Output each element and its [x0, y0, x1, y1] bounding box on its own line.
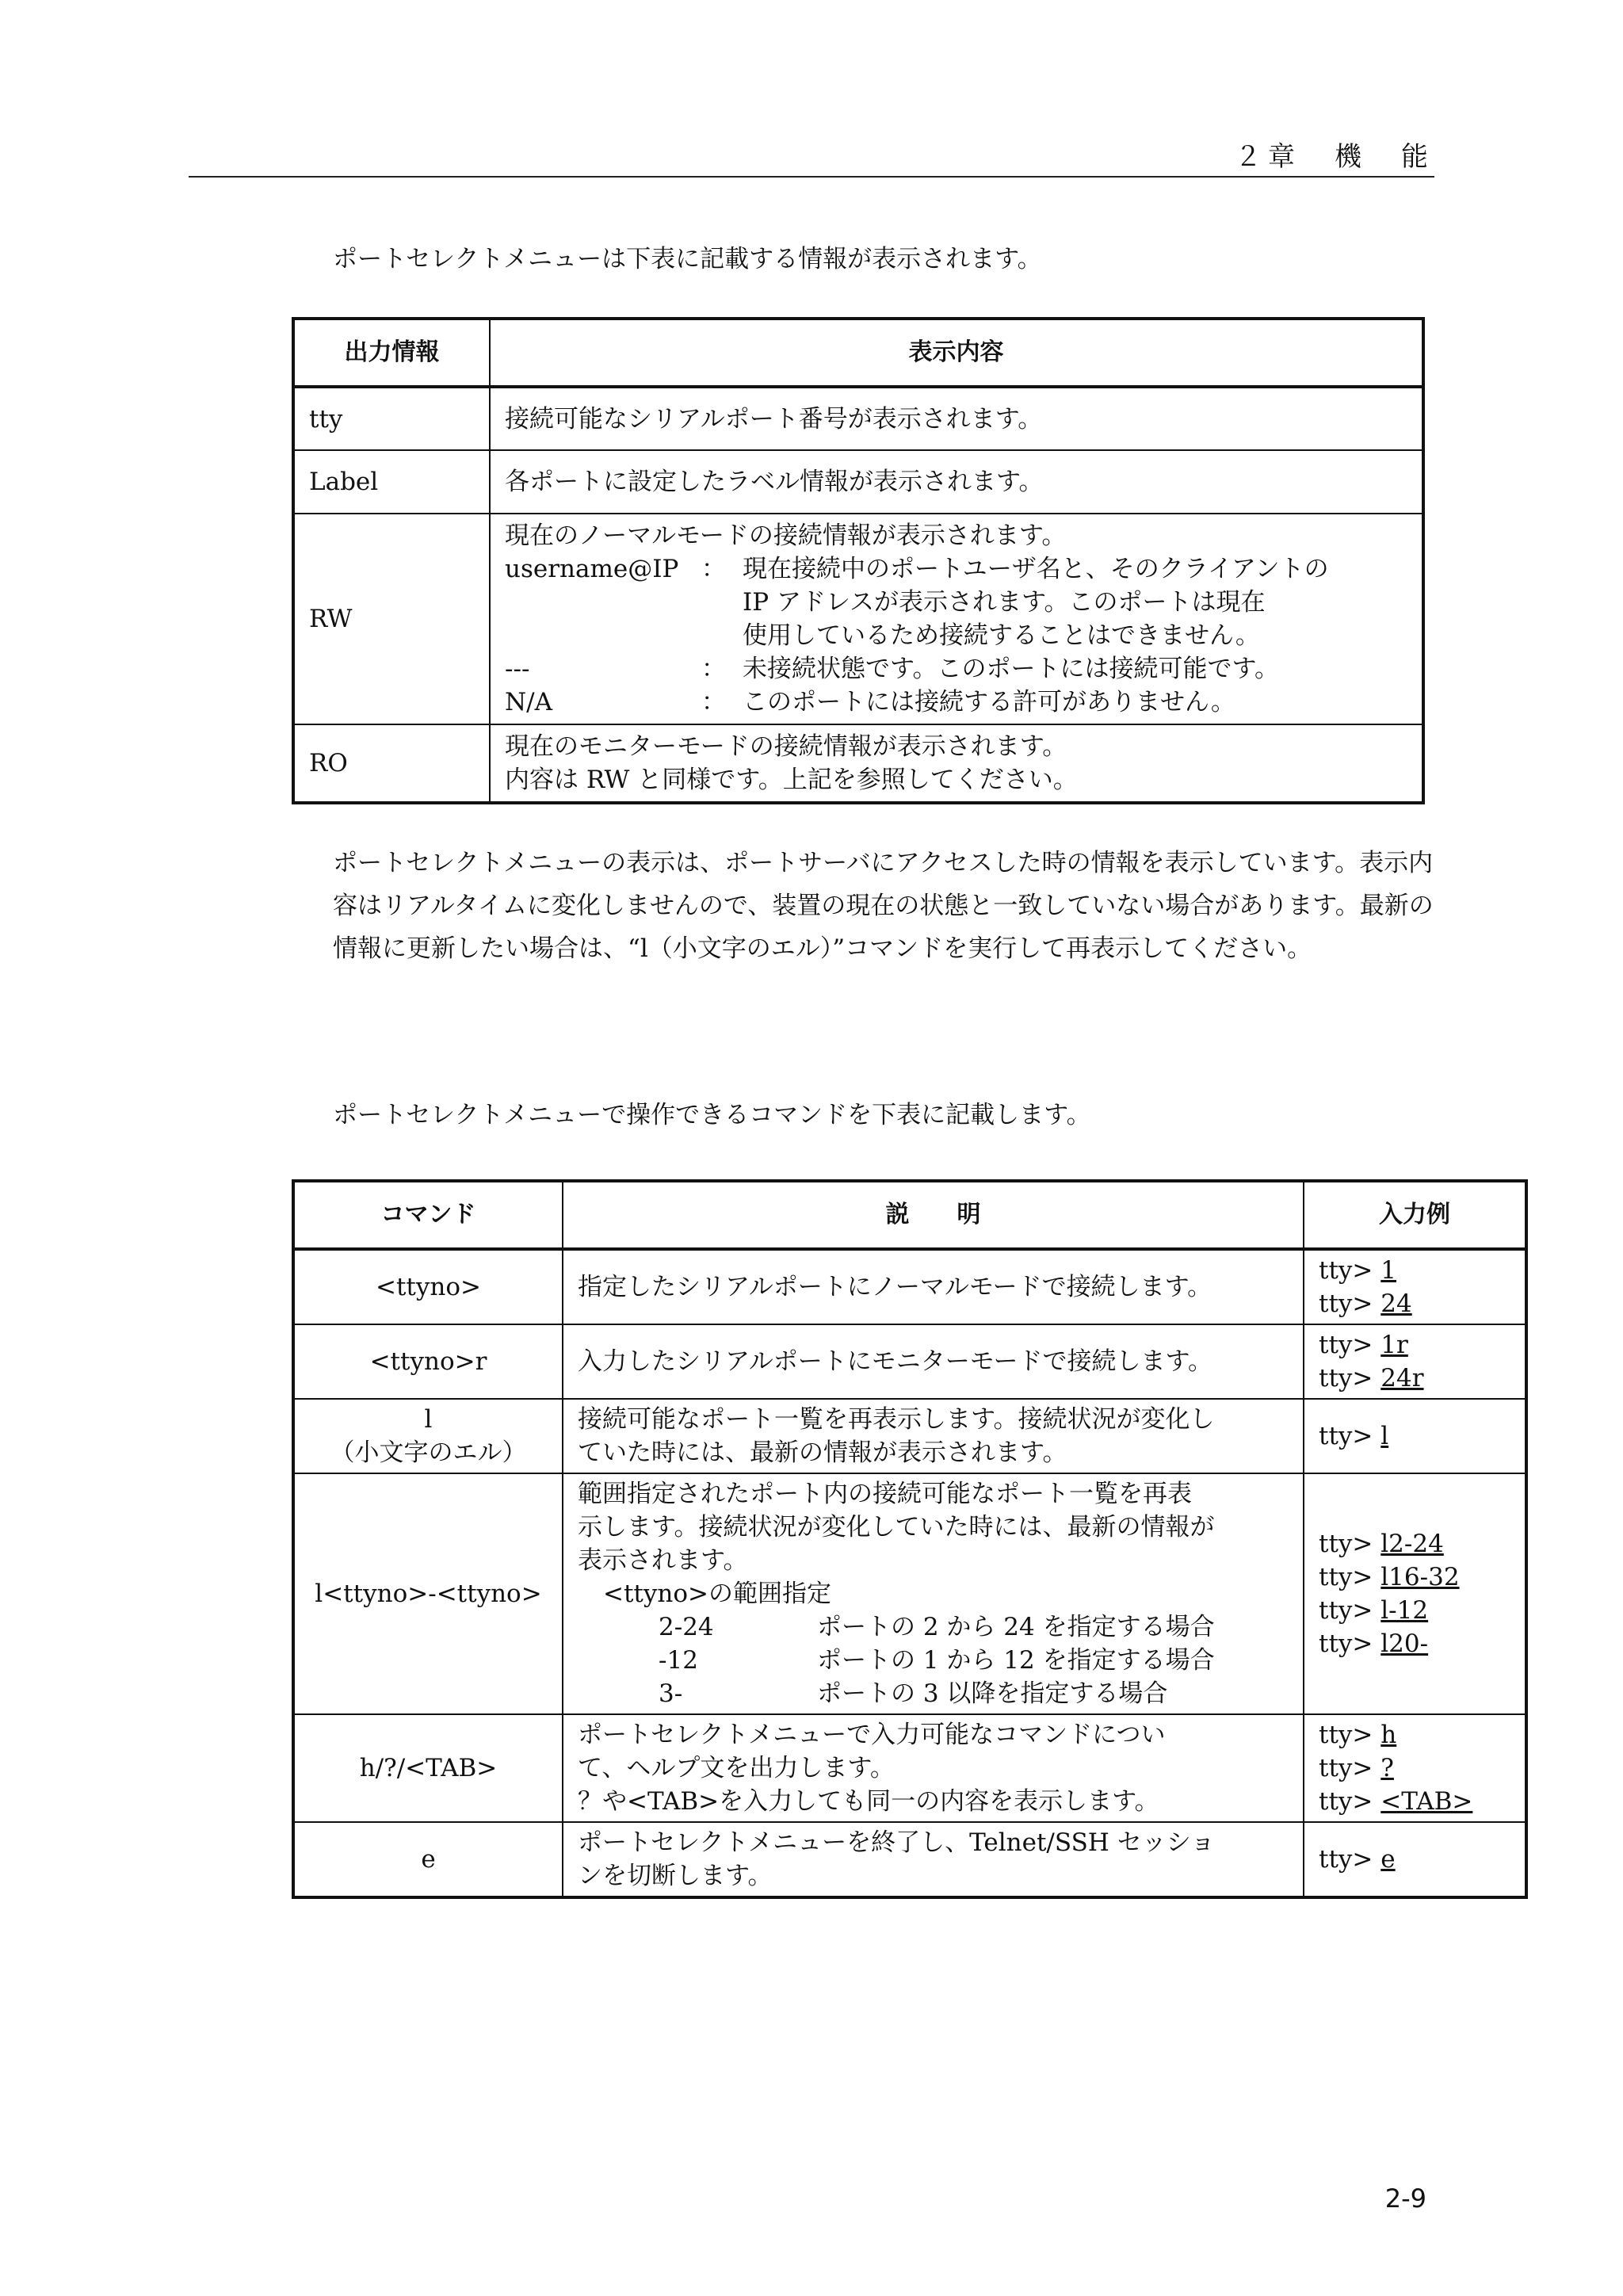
rw-sep: ：	[701, 655, 726, 683]
example-input: l-12	[1381, 1596, 1429, 1625]
example-cell: tty> h tty> ? tty> <TAB>	[1304, 1714, 1526, 1822]
example-input: l20-	[1381, 1629, 1429, 1658]
output-info-table	[292, 317, 1425, 804]
table-row	[293, 1473, 1526, 1714]
command-cell: l （小文字のエル）	[293, 1399, 563, 1473]
row-label: RO	[293, 724, 490, 803]
intro-paragraph-1: ポートセレクトメニューは下表に記載する情報が表示されます。	[333, 245, 1042, 273]
example-input: 1	[1381, 1256, 1396, 1285]
description-cell: 入力したシリアルポートにモニターモードで接続します。	[563, 1324, 1304, 1399]
command-cell: l<ttyno>-<ttyno>	[293, 1473, 563, 1714]
header-rule	[189, 176, 1434, 178]
description-cell: ポートセレクトメニューで入力可能なコマンドについ て、ヘルプ文を出力します。 ？や<TAB>を入力しても同一の内容を表示します。	[563, 1714, 1304, 1822]
column-header-example: 入力例	[1304, 1181, 1526, 1249]
table-row-ro	[293, 724, 1423, 803]
table-header-row	[293, 1181, 1526, 1249]
example-input: h	[1381, 1721, 1397, 1749]
table-row-label	[293, 450, 1423, 514]
example-input: 1r	[1381, 1331, 1408, 1359]
example-input: 24	[1381, 1289, 1412, 1318]
rw-text: 現在接続中のポートユーザ名と、そのクライアントの	[743, 555, 1329, 583]
table-row	[293, 1714, 1526, 1822]
description-cell: 接続可能なポート一覧を再表示します。接続状況が変化し ていた時には、最新の情報が表示されます。	[563, 1399, 1304, 1473]
example-cell: tty> l	[1304, 1399, 1526, 1473]
example-input: l	[1381, 1422, 1389, 1450]
row-text	[490, 724, 1423, 803]
rw-sep: ：	[701, 688, 726, 716]
row-text: 各ポートに設定したラベル情報が表示されます。	[490, 450, 1423, 514]
rw-key: username@IP	[505, 555, 679, 583]
row-label: tty	[293, 387, 490, 450]
command-cell: <ttyno>r	[293, 1324, 563, 1399]
command-table	[292, 1179, 1528, 1899]
command-cell: e	[293, 1822, 563, 1897]
explanation-paragraph: ポートセレクトメニューの表示は、ポートサーバにアクセスした時の情報を表示しています。表示内容はリアルタイムに変化しませんので、装置の現在の状態と一致していない場合があります。最新の情報に更新したい場合は、“l（小文字のエル）”コマンドを実行して再表示してください。	[333, 849, 1434, 963]
column-header-output: 出力情報	[293, 319, 490, 387]
ro-line: 現在のモニターモードの接続情報が表示されます。	[505, 732, 1067, 761]
rw-text: 使用しているため接続することはできません。	[743, 621, 1260, 650]
description-cell: 指定したシリアルポートにノーマルモードで接続します。	[563, 1249, 1304, 1324]
example-input: <TAB>	[1381, 1787, 1473, 1816]
rw-item-list	[505, 552, 1407, 719]
rw-text: このポートには接続する許可がありません。	[743, 688, 1235, 716]
range-list: 2-24 ポートの 2 から 24 を指定する場合 -12 ポートの 1 から 12 を指定する場合 3- ポートの 3 以降を指定する場合	[659, 1613, 1215, 1708]
table-row	[293, 1324, 1526, 1399]
chapter-header: ２章 機 能	[1235, 141, 1434, 173]
table-row	[293, 1249, 1526, 1324]
ro-line: 内容は RW と同様です。上記を参照してください。	[505, 766, 1078, 794]
example-cell: tty> e	[1304, 1822, 1526, 1897]
row-label: RW	[293, 514, 490, 724]
column-header-command: コマンド	[293, 1181, 563, 1249]
example-input: l16-32	[1381, 1563, 1460, 1591]
row-label: Label	[293, 450, 490, 514]
intro-paragraph-2: ポートセレクトメニューで操作できるコマンドを下表に記載します。	[333, 1101, 1091, 1129]
example-cell: tty> l2-24 tty> l16-32 tty> l-12 tty> l20-	[1304, 1473, 1526, 1714]
rw-text: 未接続状態です。このポートには接続可能です。	[743, 655, 1280, 683]
table-row	[293, 1822, 1526, 1897]
table-row-rw	[293, 514, 1423, 724]
table-row	[293, 1399, 1526, 1473]
column-header-description: 説 明	[563, 1181, 1304, 1249]
example-input: 24r	[1381, 1364, 1424, 1392]
description-cell: 範囲指定されたポート内の接続可能なポート一覧を再表 示します。接続状況が変化していた時には、最新の情報が 表示されます。 <ttyno>の範囲指定 2-24 ポートの 2 から 24 を指定する場合 -12 ポートの 1 から 12 を指定する場合 3- ポートの 3 以降を指定する場合	[563, 1473, 1304, 1714]
rw-text: IP アドレスが表示されます。このポートは現在	[743, 588, 1266, 617]
range-title: <ttyno>の範囲指定	[603, 1580, 832, 1608]
table-header-row	[293, 319, 1423, 387]
command-cell: h/?/<TAB>	[293, 1714, 563, 1822]
rw-sep: ：	[701, 555, 726, 583]
row-text: 接続可能なシリアルポート番号が表示されます。	[490, 387, 1423, 450]
page-number: 2-9	[1384, 2183, 1426, 2214]
rw-key: N/A	[505, 688, 552, 716]
rw-key: ---	[505, 655, 530, 683]
command-cell: <ttyno>	[293, 1249, 563, 1324]
row-text	[490, 514, 1423, 724]
example-cell: tty> 1 tty> 24	[1304, 1249, 1526, 1324]
table-row-tty	[293, 387, 1423, 450]
example-input: ?	[1381, 1754, 1394, 1782]
example-input: l2-24	[1381, 1530, 1444, 1558]
description-cell: ポートセレクトメニューを終了し、Telnet/SSH セッショ ンを切断します。	[563, 1822, 1304, 1897]
example-input: e	[1381, 1845, 1396, 1874]
rw-intro: 現在のノーマルモードの接続情報が表示されます。	[505, 521, 1067, 550]
column-header-content: 表示内容	[490, 319, 1423, 387]
example-cell: tty> 1r tty> 24r	[1304, 1324, 1526, 1399]
